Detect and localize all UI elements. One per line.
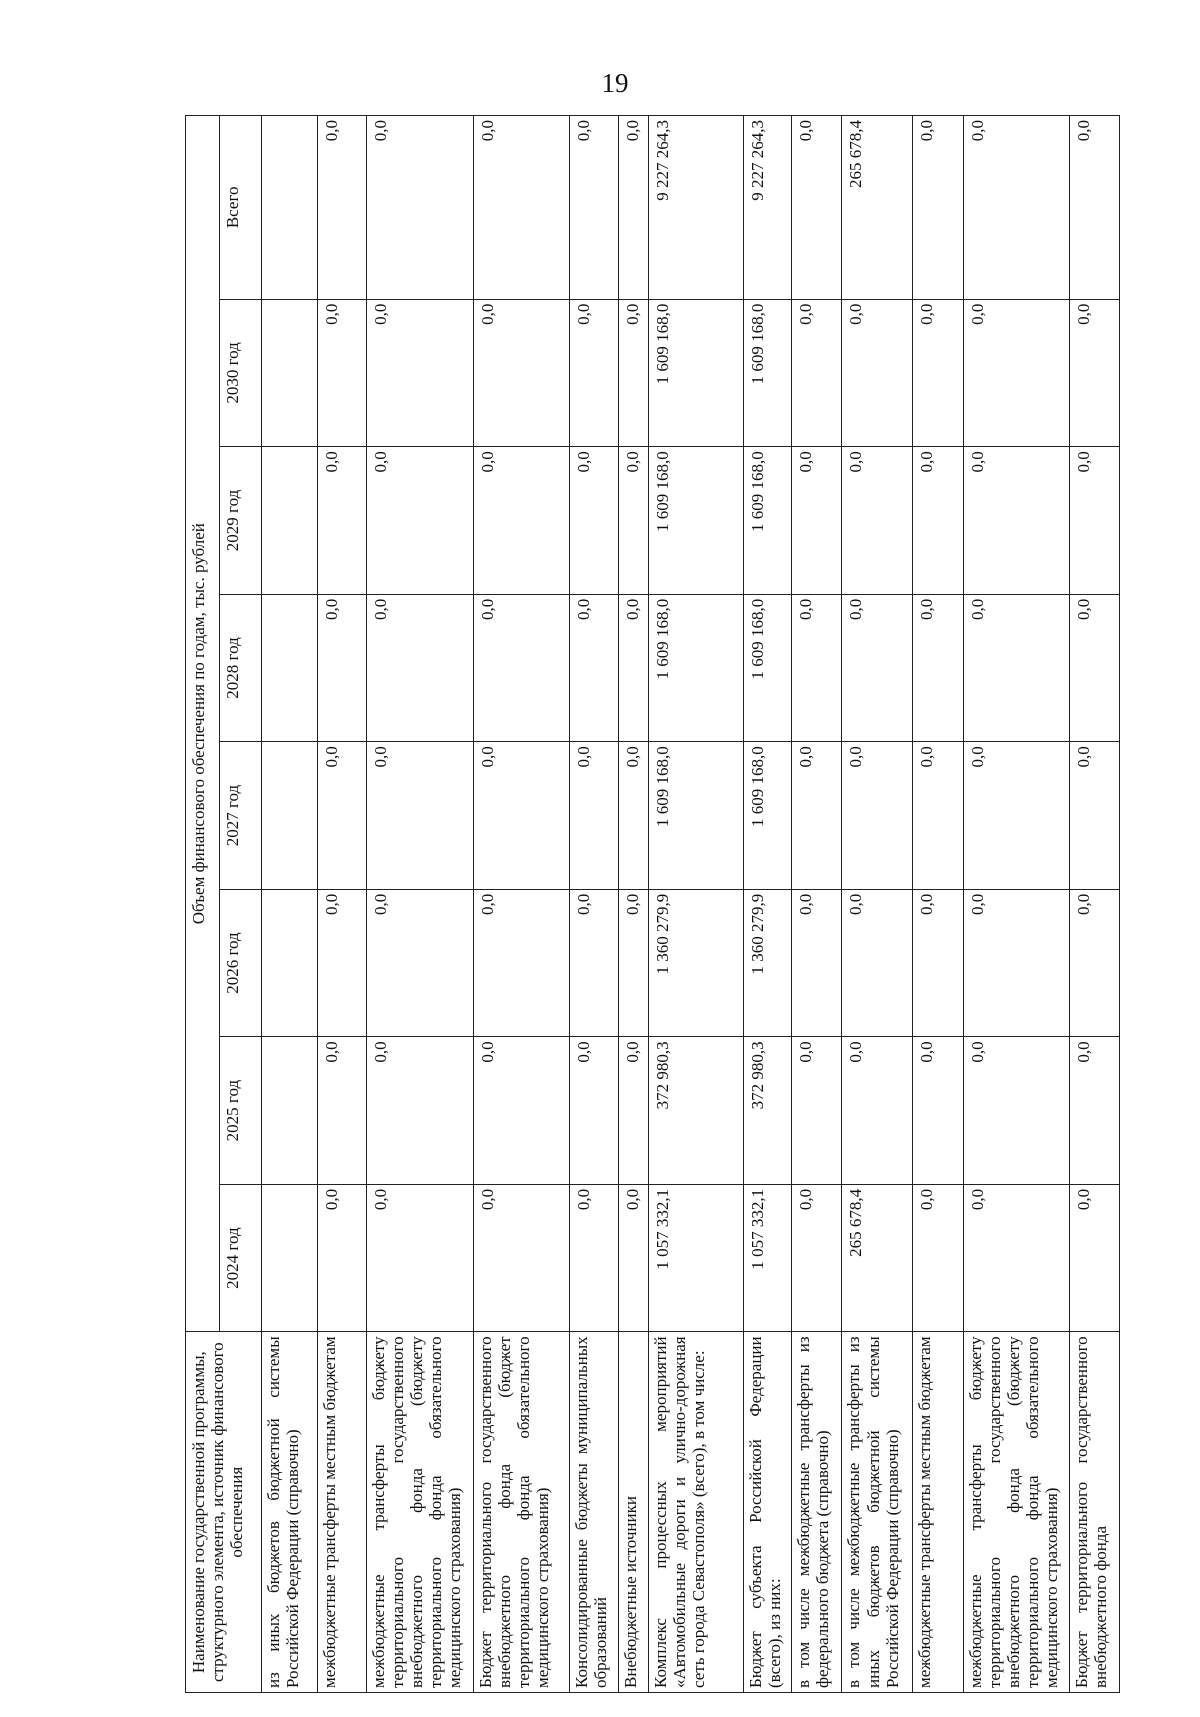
- row-value: [262, 1037, 318, 1185]
- row-value: 0,0: [473, 447, 569, 595]
- header-year: 2026 год: [220, 889, 262, 1037]
- financing-table-container: [185, 115, 1120, 1693]
- row-value: 0,0: [963, 594, 1070, 742]
- row-value: 0,0: [569, 447, 618, 595]
- row-value: [262, 447, 318, 595]
- row-value: 0,0: [473, 1037, 569, 1185]
- row-value: 0,0: [569, 594, 618, 742]
- row-name: в том числе межбюджетные трансферты из федерального бюджета (справочно): [791, 1332, 842, 1693]
- row-value: 0,0: [791, 1037, 842, 1185]
- table-row: [743, 116, 791, 1693]
- row-value: 0,0: [367, 742, 474, 890]
- header-year: Всего: [220, 116, 262, 300]
- table-row: [963, 116, 1070, 1693]
- table-row: [913, 116, 964, 1693]
- header-year: 2024 год: [220, 1184, 262, 1332]
- table-row: [473, 116, 569, 1693]
- row-value: 0,0: [963, 299, 1070, 447]
- row-value: 265 678,4: [842, 116, 913, 300]
- table-row: [262, 116, 318, 1693]
- row-value: 0,0: [367, 1037, 474, 1185]
- row-value: 0,0: [618, 889, 648, 1037]
- row-value: 9 227 264,3: [743, 116, 791, 300]
- row-value: 0,0: [913, 742, 964, 890]
- header-year: 2025 год: [220, 1037, 262, 1185]
- row-name: Внебюджетные источники: [618, 1332, 648, 1693]
- row-value: 0,0: [791, 742, 842, 890]
- row-value: 0,0: [842, 889, 913, 1037]
- row-value: 1 609 168,0: [743, 299, 791, 447]
- table-row: [569, 116, 618, 1693]
- row-value: 1 609 168,0: [649, 299, 744, 447]
- row-value: 1 609 168,0: [649, 594, 744, 742]
- table-row: [367, 116, 474, 1693]
- row-value: 372 980,3: [743, 1037, 791, 1185]
- row-value: 0,0: [569, 299, 618, 447]
- row-value: 0,0: [473, 116, 569, 300]
- header-year: 2028 год: [220, 594, 262, 742]
- row-value: 0,0: [317, 889, 366, 1037]
- row-value: 0,0: [791, 594, 842, 742]
- row-value: [262, 1184, 318, 1332]
- table-row: [649, 116, 744, 1693]
- row-value: 0,0: [569, 889, 618, 1037]
- row-value: 0,0: [1070, 299, 1120, 447]
- row-value: 0,0: [913, 299, 964, 447]
- row-value: 0,0: [842, 447, 913, 595]
- row-value: 0,0: [367, 1184, 474, 1332]
- row-value: 0,0: [618, 116, 648, 300]
- row-value: 0,0: [842, 299, 913, 447]
- row-name: Комплекс процессных мероприятий «Автомобильные дороги и улично-дорожная сеть города Севастополя» (всего), в том числе:: [649, 1332, 744, 1693]
- row-value: 0,0: [367, 594, 474, 742]
- row-value: 0,0: [1070, 594, 1120, 742]
- row-value: 1 609 168,0: [649, 447, 744, 595]
- row-value: 0,0: [913, 447, 964, 595]
- row-value: 0,0: [317, 299, 366, 447]
- row-value: 0,0: [367, 299, 474, 447]
- row-value: 0,0: [367, 116, 474, 300]
- row-value: 0,0: [913, 116, 964, 300]
- row-name: межбюджетные трансферты бюджету территориального государственного внебюджетного фонда (бюджету территориального фонда обязательного медицинского страхования): [963, 1332, 1070, 1693]
- row-name: Бюджет территориального государственного внебюджетного фонда: [1070, 1332, 1120, 1693]
- row-value: 0,0: [791, 889, 842, 1037]
- row-value: 0,0: [1070, 1037, 1120, 1185]
- row-value: 0,0: [913, 889, 964, 1037]
- row-value: 0,0: [473, 1184, 569, 1332]
- row-name: межбюджетные трансферты бюджету территориального государственного внебюджетного фонда (бюджету территориального фонда обязательного медицинского страхования): [367, 1332, 474, 1693]
- row-value: [262, 116, 318, 300]
- row-value: 0,0: [842, 742, 913, 890]
- row-value: 0,0: [1070, 447, 1120, 595]
- financing-table: [185, 115, 1120, 1693]
- row-name: межбюджетные трансферты местным бюджетам: [317, 1332, 366, 1693]
- row-value: 0,0: [963, 889, 1070, 1037]
- row-value: 0,0: [963, 447, 1070, 595]
- row-value: 1 609 168,0: [743, 742, 791, 890]
- row-value: [262, 742, 318, 890]
- row-value: 0,0: [1070, 742, 1120, 890]
- row-value: 0,0: [791, 116, 842, 300]
- row-value: 0,0: [963, 1184, 1070, 1332]
- row-value: 0,0: [473, 742, 569, 890]
- row-value: 0,0: [791, 299, 842, 447]
- row-value: 0,0: [791, 1184, 842, 1332]
- row-value: 0,0: [367, 889, 474, 1037]
- table-row: [618, 116, 648, 1693]
- row-value: 0,0: [1070, 889, 1120, 1037]
- table-row: [842, 116, 913, 1693]
- row-name: Консолидированные бюджеты муниципальных образований: [569, 1332, 618, 1693]
- row-value: 0,0: [618, 1184, 648, 1332]
- row-value: 0,0: [842, 1037, 913, 1185]
- table-row: [791, 116, 842, 1693]
- header-name: Наименование государственной программы, структурного элемента, источник финансового обеспечения: [186, 1332, 262, 1693]
- row-value: 0,0: [317, 1037, 366, 1185]
- row-value: 0,0: [963, 742, 1070, 890]
- row-value: 0,0: [569, 742, 618, 890]
- row-value: 1 057 332,1: [649, 1184, 744, 1332]
- row-value: 1 360 279,9: [743, 889, 791, 1037]
- header-year: 2029 год: [220, 447, 262, 595]
- row-value: 9 227 264,3: [649, 116, 744, 300]
- row-value: 372 980,3: [649, 1037, 744, 1185]
- row-value: 0,0: [618, 1037, 648, 1185]
- row-value: 1 057 332,1: [743, 1184, 791, 1332]
- row-value: [262, 594, 318, 742]
- row-value: 0,0: [317, 447, 366, 595]
- row-value: 0,0: [317, 742, 366, 890]
- row-value: 0,0: [1070, 116, 1120, 300]
- row-value: 0,0: [618, 299, 648, 447]
- row-value: 0,0: [367, 447, 474, 595]
- row-value: [262, 299, 318, 447]
- row-name: Бюджет субъекта Российской Федерации (всего), из них:: [743, 1332, 791, 1693]
- row-value: [262, 889, 318, 1037]
- row-value: 1 609 168,0: [743, 594, 791, 742]
- row-value: 0,0: [618, 742, 648, 890]
- row-value: 0,0: [963, 1037, 1070, 1185]
- row-value: 1 609 168,0: [743, 447, 791, 595]
- row-value: 1 360 279,9: [649, 889, 744, 1037]
- row-value: 0,0: [618, 447, 648, 595]
- page-number: 19: [601, 68, 629, 98]
- row-value: 0,0: [913, 1037, 964, 1185]
- row-name: в том числе межбюджетные трансферты из иных бюджетов бюджетной системы Российской Федерации (справочно): [842, 1332, 913, 1693]
- row-value: 0,0: [963, 116, 1070, 300]
- header-year: 2027 год: [220, 742, 262, 890]
- row-name: межбюджетные трансферты местным бюджетам: [913, 1332, 964, 1693]
- row-value: 0,0: [569, 1184, 618, 1332]
- row-value: 0,0: [317, 116, 366, 300]
- header-year: 2030 год: [220, 299, 262, 447]
- row-value: 0,0: [618, 594, 648, 742]
- row-value: 0,0: [1070, 1184, 1120, 1332]
- row-value: 0,0: [913, 594, 964, 742]
- header-volume: Объем финансового обеспечения по годам, тыс. рублей: [186, 116, 220, 1332]
- row-value: 0,0: [913, 1184, 964, 1332]
- row-value: 0,0: [473, 889, 569, 1037]
- row-value: 0,0: [569, 116, 618, 300]
- row-value: 0,0: [473, 594, 569, 742]
- row-value: 1 609 168,0: [649, 742, 744, 890]
- row-value: 0,0: [317, 594, 366, 742]
- row-value: 0,0: [569, 1037, 618, 1185]
- row-name: Бюджет территориального государственного внебюджетного фонда (бюджет территориального фонда обязательного медицинского страхования): [473, 1332, 569, 1693]
- row-value: 0,0: [842, 594, 913, 742]
- row-value: 0,0: [791, 447, 842, 595]
- table-row: [1070, 116, 1120, 1693]
- row-name: из иных бюджетов бюджетной системы Российской Федерации (справочно): [262, 1332, 318, 1693]
- row-value: 0,0: [473, 299, 569, 447]
- row-value: 265 678,4: [842, 1184, 913, 1332]
- row-value: 0,0: [317, 1184, 366, 1332]
- table-row: [317, 116, 366, 1693]
